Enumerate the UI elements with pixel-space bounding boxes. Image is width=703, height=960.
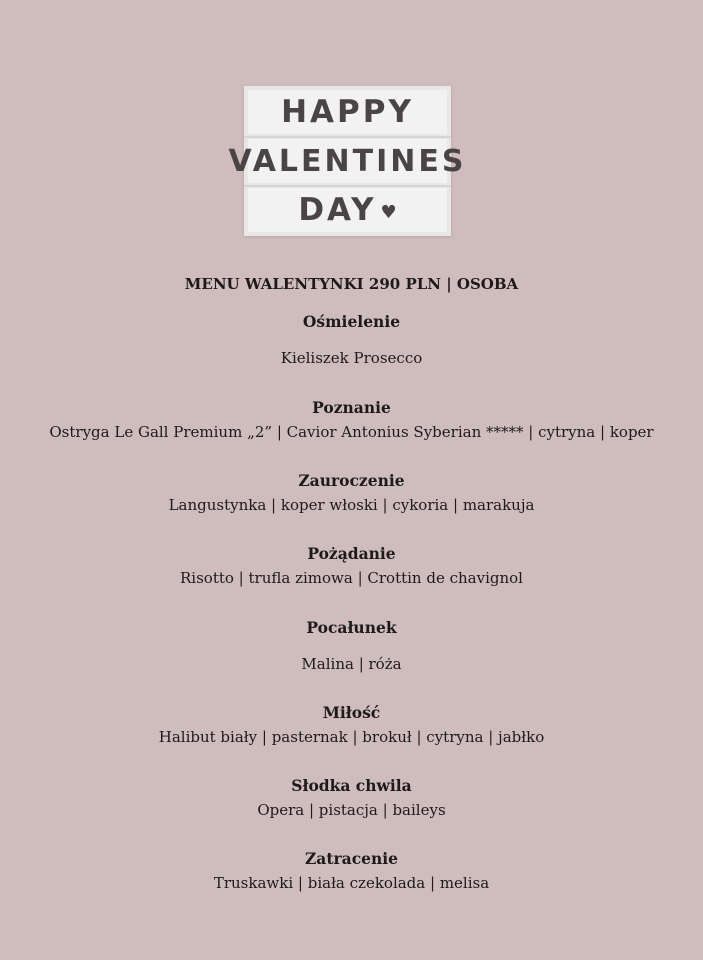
- course-description: Malina | róża: [301, 655, 402, 673]
- lightbox-line-1: HAPPY: [248, 90, 447, 134]
- course-description: Truskawki | biała czekolada | melisa: [213, 874, 490, 892]
- course-5: [0, 618, 703, 674]
- course-name: Poznanie: [312, 398, 391, 417]
- course-2: [0, 398, 703, 442]
- course-name: Pożądanie: [307, 544, 396, 563]
- lightbox-line-3: [248, 188, 447, 232]
- course-name: Ośmielenie: [302, 312, 401, 331]
- lightbox-line-2: VALENTINES: [248, 139, 447, 183]
- course-8: [0, 849, 703, 893]
- lightbox-line-3-text: DAY: [298, 192, 377, 228]
- course-description: Opera | pistacja | baileys: [257, 801, 446, 819]
- course-description: Kieliszek Prosecco: [280, 349, 423, 367]
- course-name: Słodka chwila: [291, 776, 412, 795]
- course-description: Langustynka | koper włoski | cykoria | marakuja: [168, 496, 535, 514]
- course-6: [0, 703, 703, 747]
- heart-icon: ♥: [380, 201, 397, 223]
- course-description: Risotto | trufla zimowa | Crottin de chavignol: [180, 569, 523, 587]
- course-name: Zauroczenie: [298, 471, 405, 490]
- lightbox-divider: [244, 136, 451, 138]
- course-7: [0, 776, 703, 820]
- course-description: Ostryga Le Gall Premium „2” | Cavior Antonius Syberian ***** | cytryna | koper: [49, 423, 654, 441]
- course-3: [0, 471, 703, 515]
- happy-valentines-lightbox-sign: [228, 86, 467, 236]
- course-description: Halibut biały | pasternak | brokuł | cytryna | jabłko: [158, 728, 545, 746]
- course-1: [0, 312, 703, 368]
- course-name: Zatracenie: [304, 849, 399, 868]
- lightbox-divider: [244, 185, 451, 187]
- menu-title: MENU WALENTYNKI 290 PLN | OSOBA: [184, 275, 519, 293]
- course-4: [0, 544, 703, 588]
- course-name: Miłość: [322, 703, 381, 722]
- course-name: Pocałunek: [306, 618, 397, 637]
